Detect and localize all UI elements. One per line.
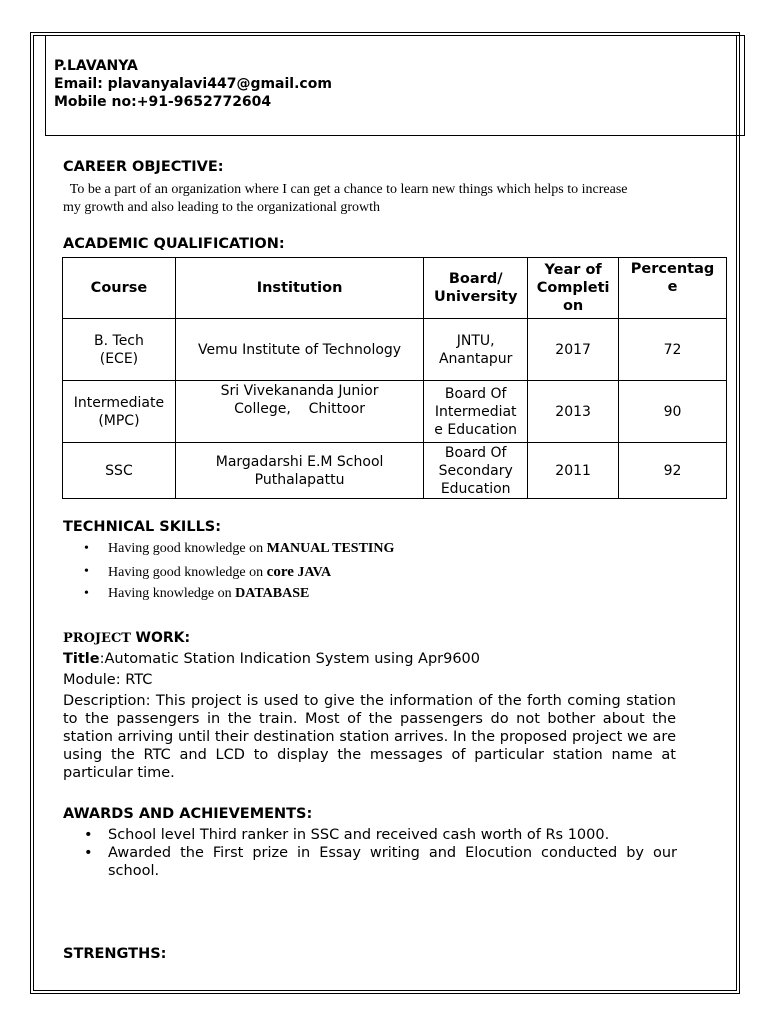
technical-skills-heading: TECHNICAL SKILLS: <box>63 519 222 535</box>
cell-institution: Sri Vivekananda Junior College, Chittoor <box>175 381 423 443</box>
academic-heading: ACADEMIC QUALIFICATION: <box>63 236 285 252</box>
bullet-icon: • <box>84 541 89 556</box>
project-title <box>63 651 480 667</box>
table-row <box>63 443 727 499</box>
career-objective-text <box>63 181 683 217</box>
email-line: Email: plavanyalavi447@gmail.com <box>54 76 332 92</box>
cell-year: 2013 <box>528 381 619 443</box>
strengths-heading: STRENGTHS: <box>63 946 167 962</box>
cell-year: 2017 <box>528 319 619 381</box>
objective-line-2: my growth and also leading to the organizational growth <box>63 200 381 215</box>
contact-details <box>54 57 332 111</box>
cell-course: SSC <box>63 443 176 499</box>
cell-percentage: 92 <box>619 443 727 499</box>
list-item: • Having good knowledge on MANUAL TESTING <box>84 541 395 556</box>
cell-course: B. Tech (ECE) <box>63 319 176 381</box>
bullet-icon: • <box>84 845 93 861</box>
project-title-value: :Automatic Station Indication System using Apr9600 <box>99 651 481 667</box>
candidate-name: P.LAVANYA <box>54 58 138 74</box>
project-description: Description: This project is used to give the information of the forth coming station to the passengers in the train. Most of the passengers do not bother about the station arriving until their destination station arrives. In the proposed project we are using the RTC and LCD to display the messages of particular station name at particular time. <box>63 693 676 781</box>
cell-percentage: 90 <box>619 381 727 443</box>
table-row <box>63 381 727 443</box>
objective-line-1: To be a part of an organization where I can get a chance to learn new things which helps to increase <box>63 182 628 197</box>
technical-skills-list <box>84 540 394 608</box>
project-module: Module: RTC <box>63 672 153 688</box>
cell-board: JNTU, Anantapur <box>424 319 528 381</box>
list-item: • School level Third ranker in SSC and received cash worth of Rs 1000. <box>84 827 610 843</box>
col-year: Year of Completi on <box>528 258 619 319</box>
cell-board: Board Of Secondary Education <box>424 443 528 499</box>
contact-box-edge <box>739 36 746 136</box>
cell-board: Board Of Intermediat e Education <box>424 381 528 443</box>
career-objective-heading: CAREER OBJECTIVE: <box>63 159 224 175</box>
col-institution: Institution <box>175 258 423 319</box>
list-item: • Having knowledge on DATABASE <box>84 586 310 601</box>
col-course: Course <box>63 258 176 319</box>
col-percentage: Percentag e <box>619 258 727 319</box>
table-header-row <box>63 258 727 319</box>
list-item: • Having good knowledge on core JAVA <box>84 563 332 580</box>
awards-heading: AWARDS AND ACHIEVEMENTS: <box>63 806 313 822</box>
bullet-icon: • <box>84 586 89 601</box>
cell-percentage: 72 <box>619 319 727 381</box>
table-row <box>63 319 727 381</box>
bullet-icon: • <box>84 563 89 579</box>
list-item: • Awarded the First prize in Essay writing and Elocution conducted by our school. <box>84 845 677 879</box>
cell-institution: Margadarshi E.M School Puthalapattu <box>175 443 423 499</box>
cell-year: 2011 <box>528 443 619 499</box>
awards-list <box>84 826 677 880</box>
bullet-icon: • <box>84 827 93 843</box>
col-board: Board/ University <box>424 258 528 319</box>
cell-institution: Vemu Institute of Technology <box>175 319 423 381</box>
project-heading: PROJECT WORK: <box>63 630 191 646</box>
project-title-label: Title <box>63 651 100 667</box>
cell-course: Intermediate (MPC) <box>63 381 176 443</box>
academic-table <box>62 257 727 499</box>
mobile-line: Mobile no:+91-9652772604 <box>54 94 272 110</box>
